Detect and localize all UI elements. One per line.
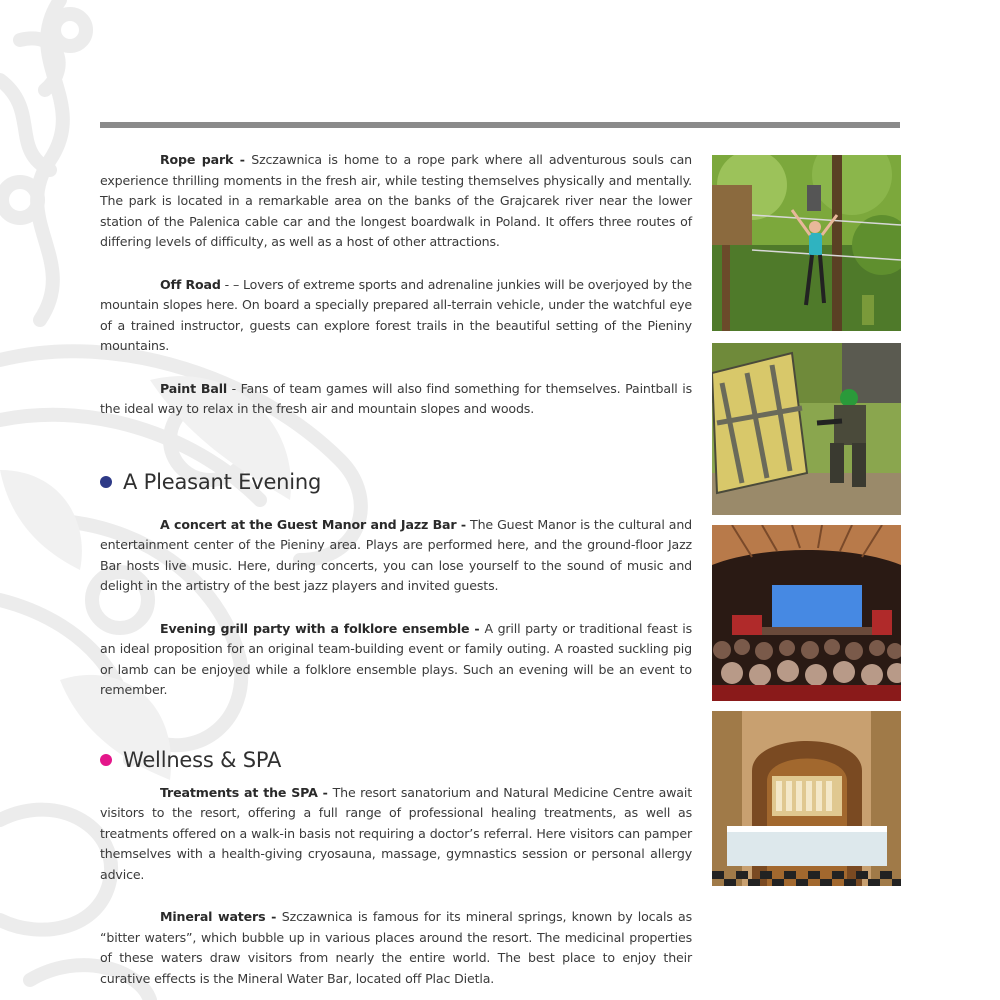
paint-ball-text: Fans of team games will also find something for themselves. Paintball is the ideal way to relax in the fresh air and mountain slopes and woods. [100,380,692,416]
paint-ball-title: Paint Ball [160,380,228,396]
mineral-water-bar-photo [712,711,901,886]
bullet-icon [100,476,112,488]
spa-treatments-title: Treatments at the SPA [160,784,318,800]
rope-park-title: Rope park [160,152,234,167]
off-road-text: – Lovers of extreme sports and adrenaline junkies will be overjoyed by the mountain slopes here. On board a specially prepared all-terrain vehicle, under the watchful eye of a trained instructor, guests can explore forest trails in the beautiful setting of the Pieniny mountains. [100,276,693,353]
mineral-waters-paragraph: Mineral waters - Szczawnica is famous for its mineral springs, known by locals as “bitter waters”, which bubble up in various places around the resort. The medicinal properties of these waters draw visitors from nearly the entire world. The best place to enjoy their curative effects is the Mineral Water Bar, located off Plac Dietla. [100,909,693,986]
rope-park-text: Szczawnica is home to a rope park where all adventurous souls can experience thrilling moments in the fresh air, while testing themselves physically and mentally. The park is located in a remarkable area on the banks of the Grajcarek river near the lower station of the Palenica cable car and the longest boardwalk in Poland. It offers three routes of differing levels of difficulty, as well as a host of other attractions. [100,152,692,249]
concert-title: A concert at the Guest Manor and Jazz Bar - [160,516,466,532]
grill-party-title: Evening grill party with a folklore ensemble [160,620,470,636]
section-heading-wellness: Wellness & SPA [100,745,692,775]
spa-treatments-text: The resort sanatorium and Natural Medicine Centre await visitors to the resort, offering a full range of professional healing treatments, as well as treatments offered on a walk-in basis not requiring a doctor’s referral. Here visitors can pamper themselves with a health-giving cryosauna, massage, gymnastics session or personal allergy advice. [100,784,692,882]
rope-park-paragraph: Rope park - Szczawnica is home to a rope park where all adventurous souls can experience thrilling moments in the fresh air, while testing themselves physically and mentally. The park is located in a remarkable area on the banks of the Grajcarek river near the lower station of the Palenica cable car and the longest boardwalk in Poland. It offers three routes of differing levels of difficulty, as well as a host of other attractions. [100,152,692,249]
paint-ball-paragraph: Paint Ball - Fans of team games will also find something for themselves. Paintball is the ideal way to relax in the fresh air and mountain slopes and woods. [100,380,692,416]
top-rule [100,122,900,128]
concert-hall-photo [712,525,901,701]
bullet-icon [100,754,112,766]
main-content [100,150,692,989]
mineral-waters-title: Mineral waters [160,909,266,924]
paintball-photo [712,343,901,515]
mineral-waters-text: Szczawnica is famous for its mineral springs, known by locals as “bitter waters”, which bubble up in various places around the resort. The medicinal properties of these waters draw visitors from nearly the entire world. The best place to enjoy their curative effects is the Mineral Water Bar, located off Plac Dietla. [100,909,693,986]
off-road-title: Off Road [160,276,221,292]
grill-party-text: A grill party or traditional feast is an ideal proposition for an original team-building event or family outing. A roasted suckling pig or lamb can be enjoyed while a folklore ensemble plays. Such an evening will be an event to remember. [100,620,693,697]
rope-park-photo [712,155,901,331]
grill-party-paragraph: Evening grill party with a folklore ensemble - A grill party or traditional feast is an ideal proposition for an original team-building event or family outing. A roasted suckling pig or lamb can be enjoyed while a folklore ensemble plays. Such an evening will be an event to remember. [100,620,693,697]
spa-treatments-paragraph: Treatments at the SPA - The resort sanatorium and Natural Medicine Centre await visitors to the resort, offering a full range of professional healing treatments, as well as treatments offered on a walk-in basis not requiring a doctor’s referral. Here visitors can pamper themselves with a health-giving cryosauna, massage, gymnastics session or personal allergy advice. [100,784,692,882]
section-heading-evening: A Pleasant Evening [100,467,692,497]
concert-text: The Guest Manor is the cultural and entertainment center of the Pieniny area. Plays are performed here, and the ground-floor Jazz Bar hosts live music. Here, during concerts, you can lose yourself to the sound of music and delight in the artistry of the best jazz players and invited guests. [100,516,692,593]
concert-paragraph [100,515,692,597]
off-road-paragraph: Off Road - – Lovers of extreme sports and adrenaline junkies will be overjoyed by the mountain slopes here. On board a specially prepared all-terrain vehicle, under the watchful eye of a trained instructor, guests can explore forest trails in the beautiful setting of the Pieniny mountains. [100,276,693,353]
